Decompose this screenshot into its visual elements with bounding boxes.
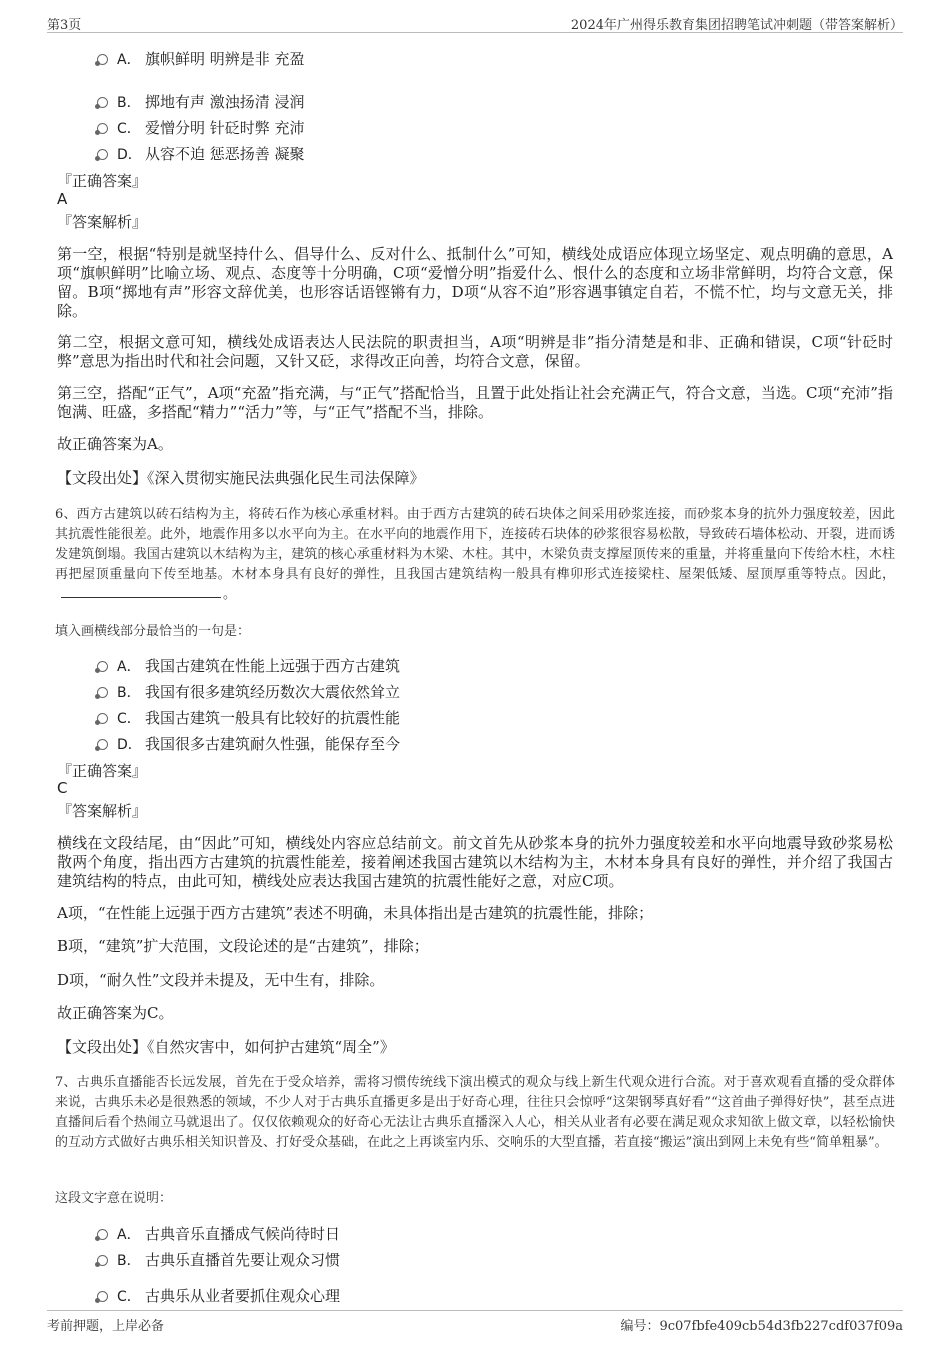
radio-icon[interactable] [97,54,108,65]
q6-analysis-p3: B项，“建筑”扩大范围，文段论述的是“古建筑”，排除； [57,937,429,955]
q5-analysis-label: 『答案解析』 [57,213,148,231]
q5-answer: A [57,190,68,208]
source-title: 《自然灾害中，如何护古建筑“周全”》 [147,1038,395,1056]
q6-option-c[interactable]: C． 我国古建筑一般具有比较好的抗震性能 [97,707,400,728]
answer-blank [61,585,221,598]
radio-icon[interactable] [97,661,108,672]
radio-icon[interactable] [97,1291,108,1302]
q5-option-c[interactable]: C． 爱憎分明 针砭时弊 充沛 [97,117,305,138]
q5-answer-label: 『正确答案』 [57,172,148,190]
q5-option-a[interactable]: A． 旗帜鲜明 明辨是非 充盈 [97,48,305,69]
radio-icon[interactable] [97,687,108,698]
q6-analysis-label: 『答案解析』 [57,802,148,820]
q7-option-c[interactable]: C． 古典乐从业者要抓住观众心理 [97,1285,340,1306]
q6-option-a[interactable]: A． 我国古建筑在性能上远强于西方古建筑 [97,655,400,676]
radio-icon[interactable] [97,1255,108,1266]
q5-analysis-p2: 第二空，根据文意可知，横线处成语表达人民法院的职责担当，A项“明辨是非”指分清楚是和非、正确和错误，C项“针砭时弊”意思为指出时代和社会问题，又针又砭，求得改正向善，均符合文意，保留。 [57,333,893,370]
q5-option-b[interactable]: B． 掷地有声 激浊扬清 浸润 [97,91,305,112]
document-code: 编号：9c07fbfe409cb54d3fb227cdf037f09a [620,1319,903,1334]
q7-prompt: 这段文字意在说明： [55,1191,173,1206]
q5-source [57,469,893,488]
radio-icon[interactable] [97,1229,108,1240]
document-title: 2024年广州得乐教育集团招聘笔试冲刺题（带答案解析） [570,18,903,33]
q6-analysis-p2: A项，“在性能上远强于西方古建筑”表述不明确，未具体指出是古建筑的抗震性能，排除； [57,904,654,922]
q6-prompt: 填入画横线部分最恰当的一句是： [55,624,251,639]
radio-icon[interactable] [97,739,108,750]
radio-icon[interactable] [97,149,108,160]
q7-option-b[interactable]: B． 古典乐直播首先要让观众习惯 [97,1249,340,1270]
q6-source [57,1038,893,1057]
radio-icon[interactable] [97,123,108,134]
page-footer [47,1310,903,1334]
page-number: 第3页 [47,18,82,33]
radio-icon[interactable] [97,97,108,108]
q6-option-b[interactable]: B． 我国有很多建筑经历数次大震依然耸立 [97,681,400,702]
source-label: 【文段出处】 [57,469,148,487]
footer-slogan: 考前押题，上岸必备 [47,1319,165,1334]
q5-analysis-p4: 故正确答案为A。 [57,435,173,453]
q7-stem: 7、古典乐直播能否长远发展，首先在于受众培养，需将习惯传统线下演出模式的观众与线上新生代观众进行合流。对于喜欢观看直播的受众群体来说，古典乐未必是很熟悉的领域，不少人对于古典乐直播更多是出于好奇心理，往往只会惊呼“这架钢琴真好看”“这首曲子弹得好快”，甚至点进直播间后看个热闹立马就退出了。仅仅依赖观众的好奇心无法让古典乐直播深入人心，相关从业者有必要在满足观众求知欲上做文章，以轻松愉快的互动方式做好古典乐相关知识普及、打好受众基础，在此之上再谈室内乐、交响乐的大型直播，若直接“搬运”演出到网上未免有些“简单粗暴”。 [55,1075,895,1150]
q5-analysis-p1: 第一空，根据“特别是就坚持什么、倡导什么、反对什么、抵制什么”可知，横线处成语应体现立场坚定、观点明确的意思，A项“旗帜鲜明”比喻立场、观点、态度等十分明确，C项“爱憎分明”指爱什么、恨什么的态度和立场非常鲜明，均符合文意，保留。B项“掷地有声”形容文辞优美，也形容话语铿锵有力，D项“从容不迫”形容遇事镇定自若，不慌不忙，均与文意无关，排除。 [57,245,893,320]
q6-stem: 6、西方古建筑以砖石结构为主，将砖石作为核心承重材料。由于西方古建筑的砖石块体之间采用砂浆连接，而砂浆本身的抗外力强度较差，因此其抗震性能很差。此外，地震作用多以水平向为主。在水平向的地震作用下，连接砖石块体的砂浆很容易松散，导致砖石墙体松动、开裂，进而诱发建筑倒塌。我国古建筑以木结构为主，建筑的核心承重材料为木梁、木柱。其中，木梁负责支撑屋顶传来的重量，并将重量向下传给木柱，木柱再把屋顶重量向下传至地基。木材本身具有良好的弹性，且我国古建筑结构一般具有榫卯形式连接梁柱、屋架低矮、屋顶厚重等特点。因此，。 [55,507,895,602]
q6-analysis-p4: D项，“耐久性”文段并未提及，无中生有，排除。 [57,971,385,989]
source-title: 《深入贯彻实施民法典强化民生司法保障》 [147,469,425,487]
q6-answer-label: 『正确答案』 [57,762,148,780]
q6-analysis-p5: 故正确答案为C。 [57,1004,174,1022]
q5-option-d[interactable]: D． 从容不迫 惩恶扬善 凝聚 [97,143,305,164]
q6-option-d[interactable]: D． 我国很多古建筑耐久性强，能保存至今 [97,733,400,754]
source-label: 【文段出处】 [57,1038,148,1056]
q5-analysis-p3: 第三空，搭配“正气”，A项“充盈”指充满，与“正气”搭配恰当，且置于此处指让社会充满正气，符合文意，当选。C项“充沛”指饱满、旺盛，多搭配“精力”“活力”等，与“正气”搭配不当，排除。 [57,384,893,421]
q7-option-a[interactable]: A． 古典音乐直播成气候尚待时日 [97,1223,340,1244]
radio-icon[interactable] [97,713,108,724]
q6-analysis-p1: 横线在文段结尾，由“因此”可知，横线处内容应总结前文。前文首先从砂浆本身的抗外力强度较差和水平向地震导致砂浆易松散两个角度，指出西方古建筑的抗震性能差，接着阐述我国古建筑以木结构为主，木材本身具有良好的弹性，并介绍了我国古建筑结构的特点，由此可知，横线处应表达我国古建筑的抗震性能好之意，对应C项。 [57,834,893,890]
page-header [47,10,903,33]
q6-answer: C [57,779,68,797]
